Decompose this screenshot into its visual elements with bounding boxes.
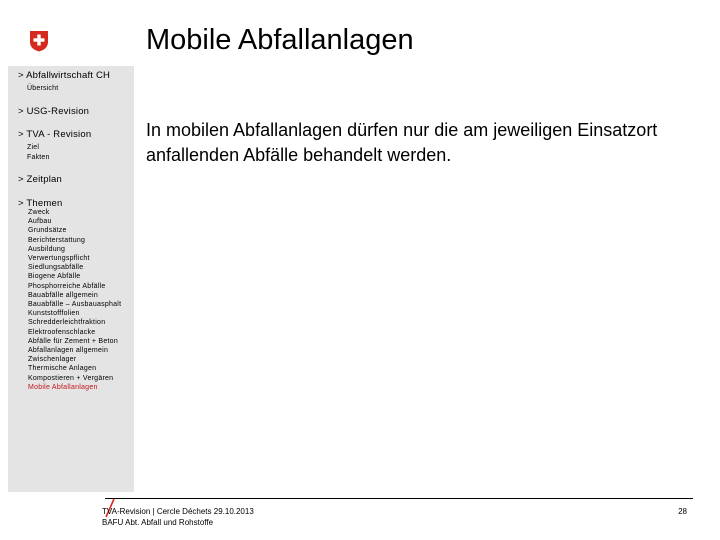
nav-item-uebersicht[interactable]: Übersicht — [27, 85, 59, 92]
nav-item-siedlungsabfaelle[interactable]: Siedlungsabfälle — [28, 264, 84, 272]
nav-item-berichterstattung[interactable]: Berichterstattung — [28, 236, 86, 244]
main-statement: In mobilen Abfallanlagen dürfen nur die am jeweiligen Einsatzort anfallenden Abfälle behandelt werden. — [146, 120, 658, 165]
page-number: 28 — [678, 507, 687, 516]
nav-item-biogene-abfaelle[interactable]: Biogene Abfälle — [28, 273, 81, 281]
footer-organisation: BAFU Abt. Abfall und Rohstoffe — [102, 518, 214, 527]
nav-item-ziel[interactable]: Ziel — [27, 144, 40, 151]
nav-section-usg-revision[interactable]: > USG-Revision — [18, 106, 90, 117]
nav-item-zwischenlager[interactable]: Zwischenlager — [28, 356, 77, 364]
nav-section-zeitplan[interactable]: > Zeitplan — [18, 174, 62, 185]
nav-item-schredderleichtfraktion[interactable]: Schredderleichtfraktion — [28, 319, 106, 327]
nav-item-phosphorreiche-abfaelle[interactable]: Phosphorreiche Abfälle — [28, 282, 106, 290]
nav-section-tva-revision[interactable]: > TVA - Revision — [18, 129, 92, 140]
nav-item-aufbau[interactable]: Aufbau — [28, 218, 52, 226]
nav-item-ausbildung[interactable]: Ausbildung — [28, 245, 66, 253]
nav-item-verwertungspflicht[interactable]: Verwertungspflicht — [28, 255, 90, 263]
page-title: Mobile Abfallanlagen — [146, 24, 414, 56]
footer-event: TVA-Revision | Cercle Déchets 29.10.2013 — [102, 507, 254, 516]
themen-list — [28, 208, 121, 392]
nav-item-bauabfaelle-allgemein[interactable]: Bauabfälle allgemein — [28, 291, 98, 299]
nav-item-elektroofenschlacke[interactable]: Elektroofenschlacke — [28, 328, 96, 336]
nav-item-kompostieren-vergaeren[interactable]: Kompostieren + Vergären — [28, 374, 114, 382]
nav-item-grundsaetze[interactable]: Grundsätze — [28, 227, 67, 235]
nav-item-thermische-anlagen[interactable]: Thermische Anlagen — [28, 365, 97, 373]
nav-item-zement-beton[interactable]: Abfälle für Zement + Beton — [28, 337, 118, 345]
nav-item-abfallanlagen-allgemein[interactable]: Abfallanlagen allgemein — [28, 347, 109, 355]
nav-section-themen[interactable]: > Themen — [18, 198, 63, 209]
nav-section-abfallwirtschaft[interactable]: > Abfallwirtschaft CH — [18, 70, 111, 81]
nav-item-fakten[interactable]: Fakten — [27, 154, 50, 161]
nav-item-ausbauasphalt[interactable]: Bauabfälle – Ausbauasphalt — [28, 301, 122, 309]
nav-item-mobile-abfallanlagen-active[interactable]: Mobile Abfallanlagen — [28, 383, 98, 391]
nav-item-kunststofffolien[interactable]: Kunststofffolien — [28, 310, 80, 318]
nav-item-zweck[interactable]: Zweck — [28, 209, 50, 216]
footer-divider — [105, 498, 693, 499]
swiss-cross-icon — [29, 30, 49, 52]
